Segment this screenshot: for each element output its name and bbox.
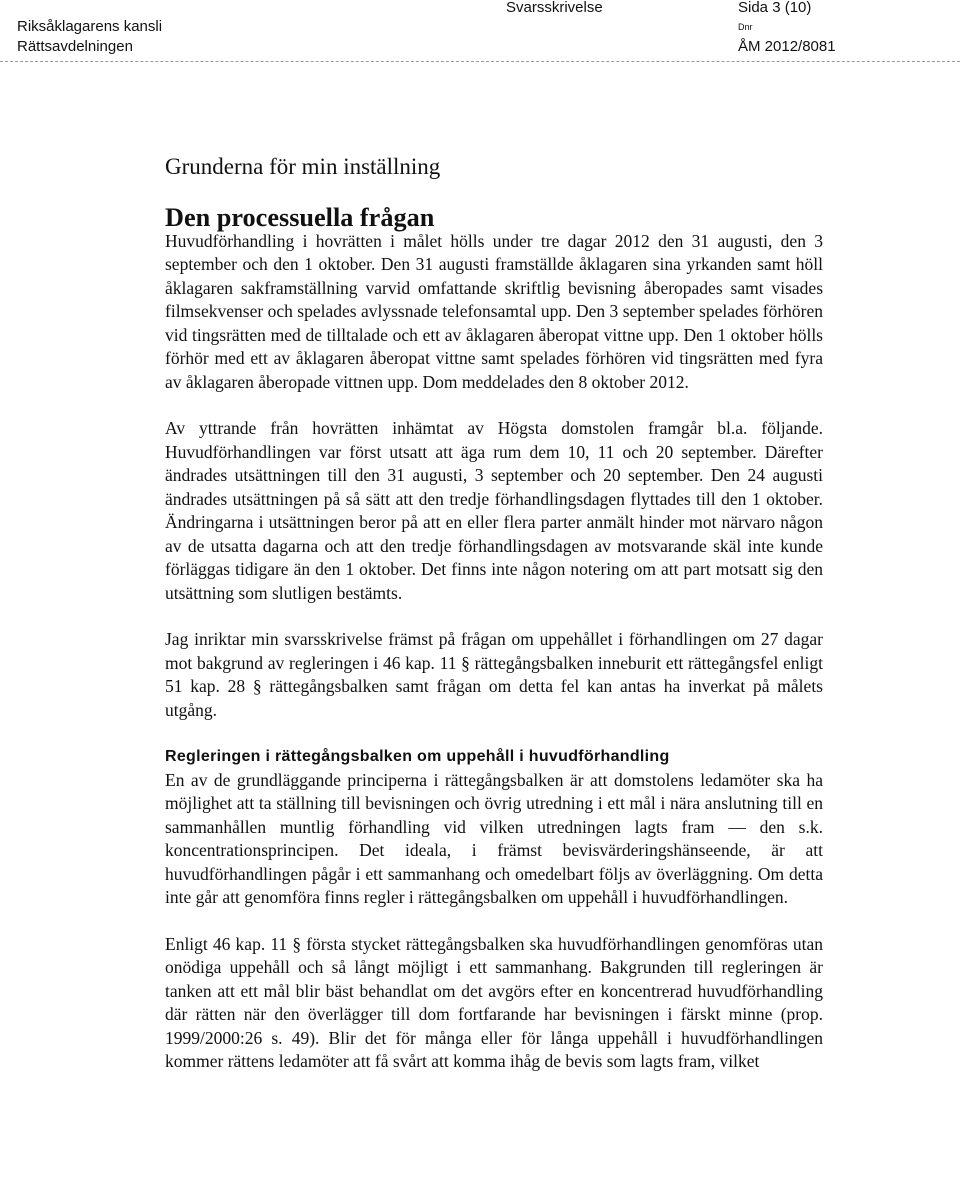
header-page-number: Sida 3 (10) (738, 0, 812, 16)
paragraph: Huvudförhandling i hovrätten i målet hölls under tre dagar 2012 den 31 augusti, den 3 september och den 1 oktober. Den 31 augusti framställde åklagaren sina yrkanden samt höll åklagaren sakframställning varvid omfattande skriftlig bevisning åberopades samt visades filmsekvenser och spelades avlyssnade telefonsamtal upp. Den 3 september spelades förhören vid tingsrätten med de tilltalade och ett av åklagaren åberopat vittne upp. Den 1 oktober hölls förhör med ett av åklagaren åberopat vittne samt spelades förhören vid tingsrätten med fyra av åklagaren åberopade vittnen upp. Dom meddelades den 8 oktober 2012. (165, 230, 823, 392)
header-unit: Rättsavdelningen (17, 38, 133, 55)
paragraph: Av yttrande från hovrätten inhämtat av Högsta domstolen framgår bl.a. följande. Huvudförhandlingen var först utsatt att äga rum dem 10, 11 och 20 september. Därefter ändrades utsättningen till den 31 augusti, 3 september och 20 september. Den 24 augusti ändrades utsättningen på så sätt att den tredje förhandlingsdagen flyttades till den 1 oktober. Ändringarna i utsättningen beror på att en eller flera parter anmält hinder mot närvaro någon av de utsatta dagarna och att den tredje förhandlingsdagen av motsvarande skäl inte kunde förläggas tidigare än den 1 oktober. Det finns inte någon notering om att part motsatt sig den utsättning som slutligen bestämts. (165, 418, 823, 603)
paragraph: Jag inriktar min svarsskrivelse främst på frågan om uppehållet i förhandlingen om 27 dagar mot bakgrund av regleringen i 46 kap. 11 § rättegångsbalken inneburit ett rättegångsfel enligt 51 kap. 28 § rättegångsbalken samt frågan om detta fel kan antas ha inverkat på målets utgång. (165, 629, 823, 720)
paragraph: En av de grundläggande principerna i rättegångsbalken är att domstolens ledamöter ska ha möjlighet att ta ställning till bevisningen och övrig utredning i ett mål i nära anslutning till en sammanhållen muntlig förhandling vid vilken utredningen lagts fram — den s.k. koncentrationsprincipen. Det ideala, i främst bevisvärderingshänseende, är att huvudförhandlingen pågår i ett sammanhang och omedelbart följs av överläggning. Om detta inte går att genomföra finns regler i rättegångsbalken om uppehåll i huvudförhandlingen. (165, 769, 823, 907)
header-dnr: ÅM 2012/8081 (738, 38, 836, 55)
header-divider (0, 61, 960, 62)
header-doc-type: Svarsskrivelse (506, 0, 603, 16)
section-heading-regleringen: Regleringen i rättegångsbalken om uppehåll i huvudförhandling (165, 748, 670, 765)
header-org: Riksåklagarens kansli (17, 18, 163, 35)
header-dnr-label: Dnr (738, 22, 753, 32)
document-body (165, 203, 823, 1074)
paragraph: Enligt 46 kap. 11 § första stycket rättegångsbalken ska huvudförhandlingen genomföras utan onödiga uppehåll och så långt möjligt i ett sammanhang. Bakgrunden till regleringen är tanken att ett mål blir bäst behandlat om det avgörs efter en koncentrerad huvudförhandling där rätten när den överlägger till dom fortfarande har bevisningen i färskt minne (prop. 1999/2000:26 s. 49). Blir det för många eller för långa uppehåll i huvudförhandlingen kommer rättens ledamöter att få svårt att komma ihåg de bevis som lagts fram, vilket (165, 933, 823, 1071)
page-title: Grunderna för min inställning (165, 154, 441, 179)
section-heading-processuella: Den processuella frågan (165, 203, 435, 232)
